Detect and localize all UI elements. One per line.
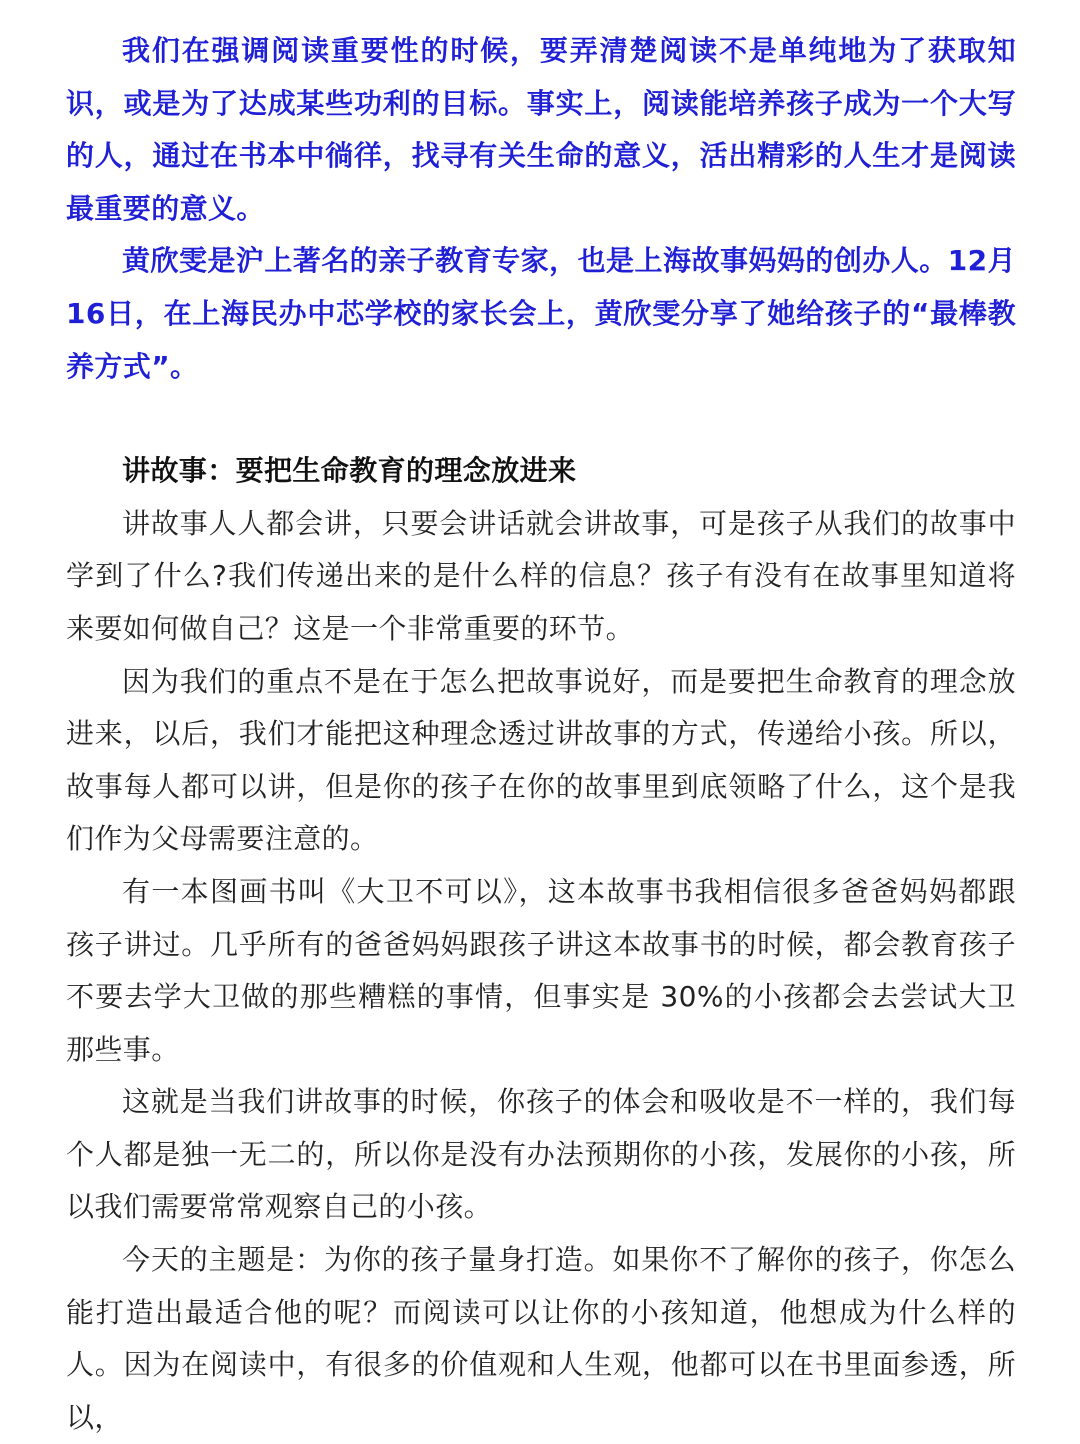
body-paragraph-4: 这就是当我们讲故事的时候，你孩子的体会和吸收是不一样的，我们每个人都是独一无二的，所以你是没有办法预期你的小孩，发展你的小孩，所以我们需要常常观察自己的小孩。	[66, 1085, 1016, 1224]
section-heading: 讲故事：要把生命教育的理念放进来	[122, 454, 577, 488]
intro-paragraph-1: 我们在强调阅读重要性的时候，要弄清楚阅读不是单纯地为了获取知识，或是为了达成某些功利的目标。事实上，阅读能培养孩子成为一个大写的人，通过在书本中徜徉，找寻有关生命的意义，活出精彩的人生才是阅读最重要的意义。	[66, 34, 1016, 225]
body-paragraph-3: 有一本图画书叫《大卫不可以》，这本故事书我相信很多爸爸妈妈都跟孩子讲过。几乎所有的爸爸妈妈跟孩子讲这本故事书的时候，都会教育孩子不要去学大卫做的那些糟糕的事情，但事实是 30%的小孩都会去尝试大卫那些事。	[66, 874, 1016, 1066]
body-paragraph-5: 今天的主题是：为你的孩子量身打造。如果你不了解你的孩子，你怎么能打造出最适合他的呢？而阅读可以让你的小孩知道，他想成为什么样的人。因为在阅读中，有很多的价值观和人生观，他都可以在书里面参透，所以，	[66, 1243, 1016, 1434]
body-paragraph-1: 讲故事人人都会讲，只要会讲话就会讲故事，可是孩子从我们的故事中学到了什么?我们传递出来的是什么样的信息？孩子有没有在故事里知道将来要如何做自己？这是一个非常重要的环节。	[66, 506, 1016, 645]
section-spacer	[66, 393, 1016, 445]
article	[66, 0, 1016, 1444]
intro-paragraph-2: 黄欣雯是沪上著名的亲子教育专家，也是上海故事妈妈的创办人。12月16日，在上海民办中芯学校的家长会上，黄欣雯分享了她给孩子的“最棒教养方式”。	[66, 244, 1016, 383]
body-paragraph-2: 因为我们的重点不是在于怎么把故事说好，而是要把生命教育的理念放进来，以后，我们才能把这种理念透过讲故事的方式，传递给小孩。所以，故事每人都可以讲，但是你的孩子在你的故事里到底领略了什么，这个是我们作为父母需要注意的。	[66, 664, 1016, 856]
top-spacer	[66, 0, 1016, 25]
